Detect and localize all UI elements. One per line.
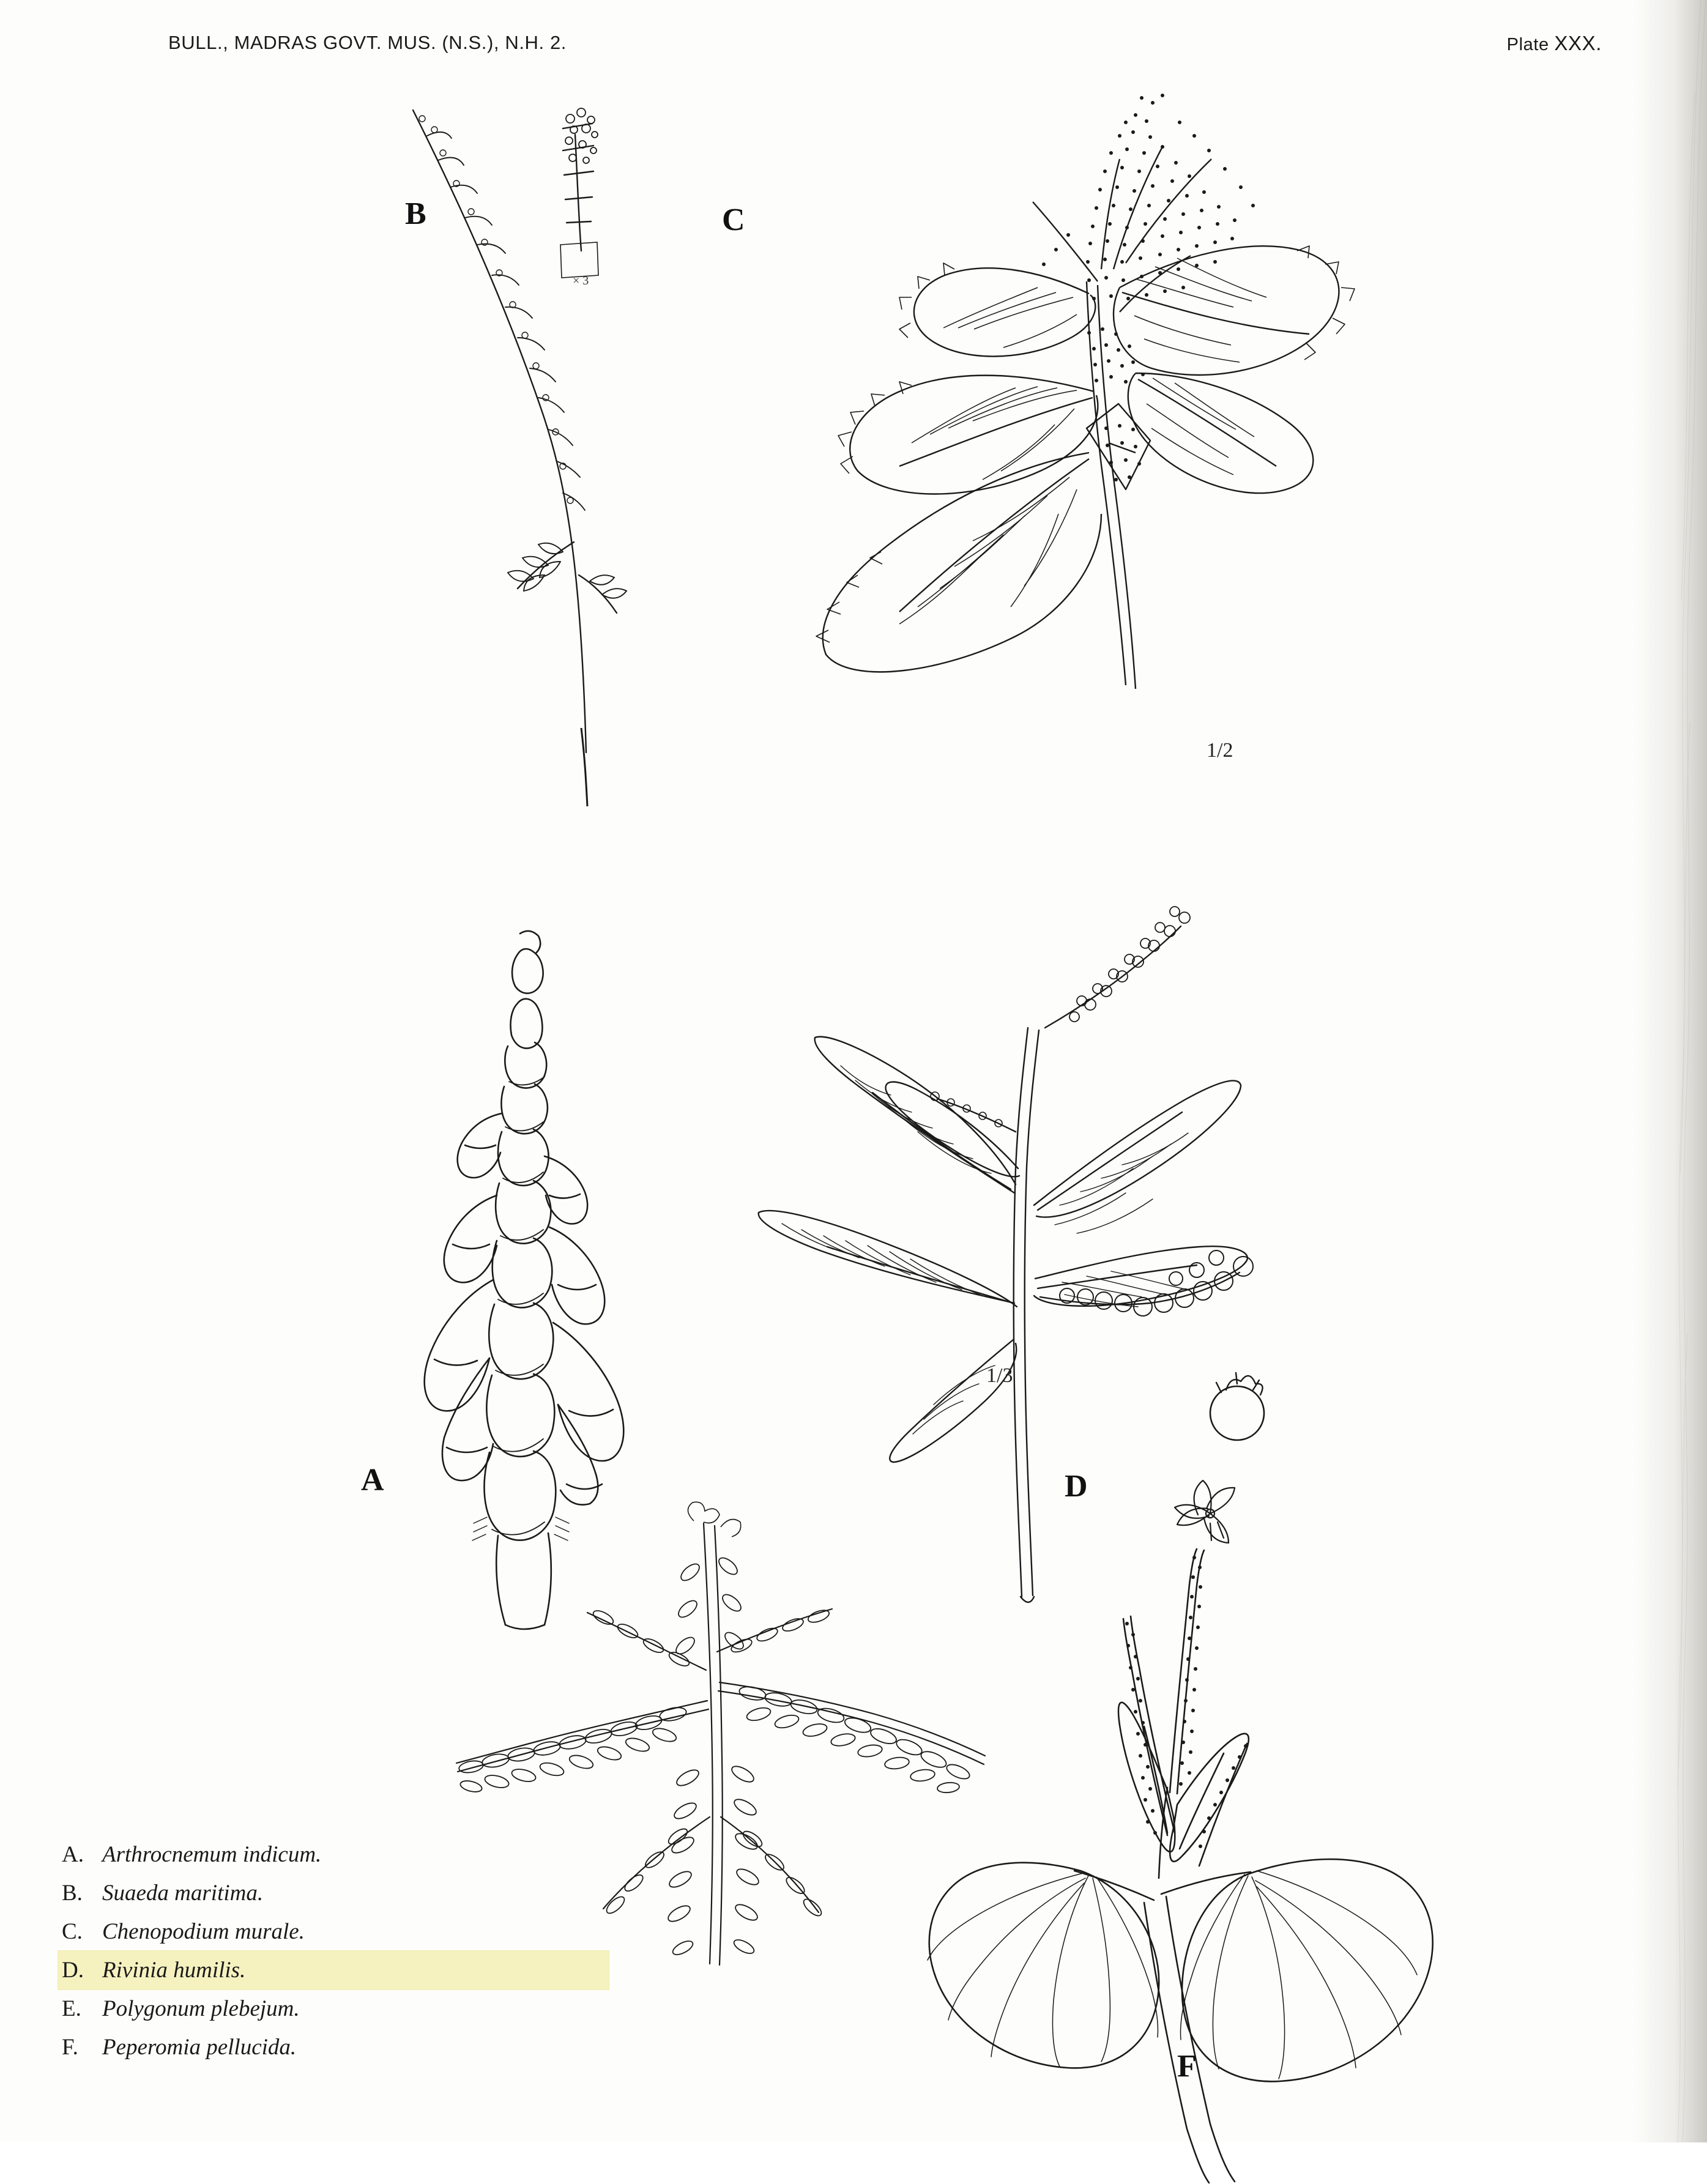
caption-name-e: Polygonum plebejum. <box>102 1996 300 2021</box>
caption-item-d <box>58 1951 609 1989</box>
caption-key-f: F. <box>62 2035 78 2060</box>
suaeda-maritima-figure <box>379 92 697 814</box>
figure-c-scale: 1/2 <box>1207 739 1233 762</box>
caption-name-d: Rivinia humilis. <box>102 1958 246 1983</box>
figure-caption-list <box>58 1835 609 2067</box>
plate-roman-numeral: XXX. <box>1554 32 1602 54</box>
figure-letter-d: D <box>1065 1469 1088 1504</box>
page-header <box>0 32 1707 60</box>
plate-word: Plate <box>1506 35 1555 54</box>
plate-illustration-area <box>0 80 1664 2084</box>
caption-name-a: Arthrocnemum indicum. <box>102 1842 322 1867</box>
figure-d-scale: 1/3 <box>986 1364 1013 1387</box>
caption-key-d: D. <box>62 1958 84 1983</box>
figure-letter-f: F <box>1177 2049 1197 2084</box>
caption-name-f: Peperomia pellucida. <box>102 2035 297 2060</box>
peperomia-pellucida-figure <box>857 1548 1481 2184</box>
caption-key-b: B. <box>62 1881 83 1906</box>
figure-letter-a: A <box>361 1463 384 1498</box>
caption-key-c: C. <box>62 1919 83 1944</box>
chenopodium-murale-figure <box>697 86 1419 771</box>
caption-item-c <box>58 1912 609 1951</box>
caption-item-f <box>58 2028 609 2067</box>
caption-item-a <box>58 1835 609 1874</box>
figure-letter-b: B <box>405 196 426 231</box>
b-magnification-label: × 3 <box>573 274 589 288</box>
caption-name-c: Chenopodium murale. <box>102 1919 305 1944</box>
plate-number-label <box>1507 32 1602 55</box>
figure-letter-c: C <box>722 202 745 237</box>
caption-item-b <box>58 1874 609 1912</box>
caption-item-e <box>58 1989 609 2028</box>
caption-key-e: E. <box>62 1996 81 2021</box>
bulletin-citation: BULL., MADRAS GOVT. MUS. (N.S.), N.H. 2. <box>168 32 567 53</box>
caption-name-b: Suaeda maritima. <box>102 1881 264 1906</box>
caption-key-a: A. <box>62 1842 84 1867</box>
